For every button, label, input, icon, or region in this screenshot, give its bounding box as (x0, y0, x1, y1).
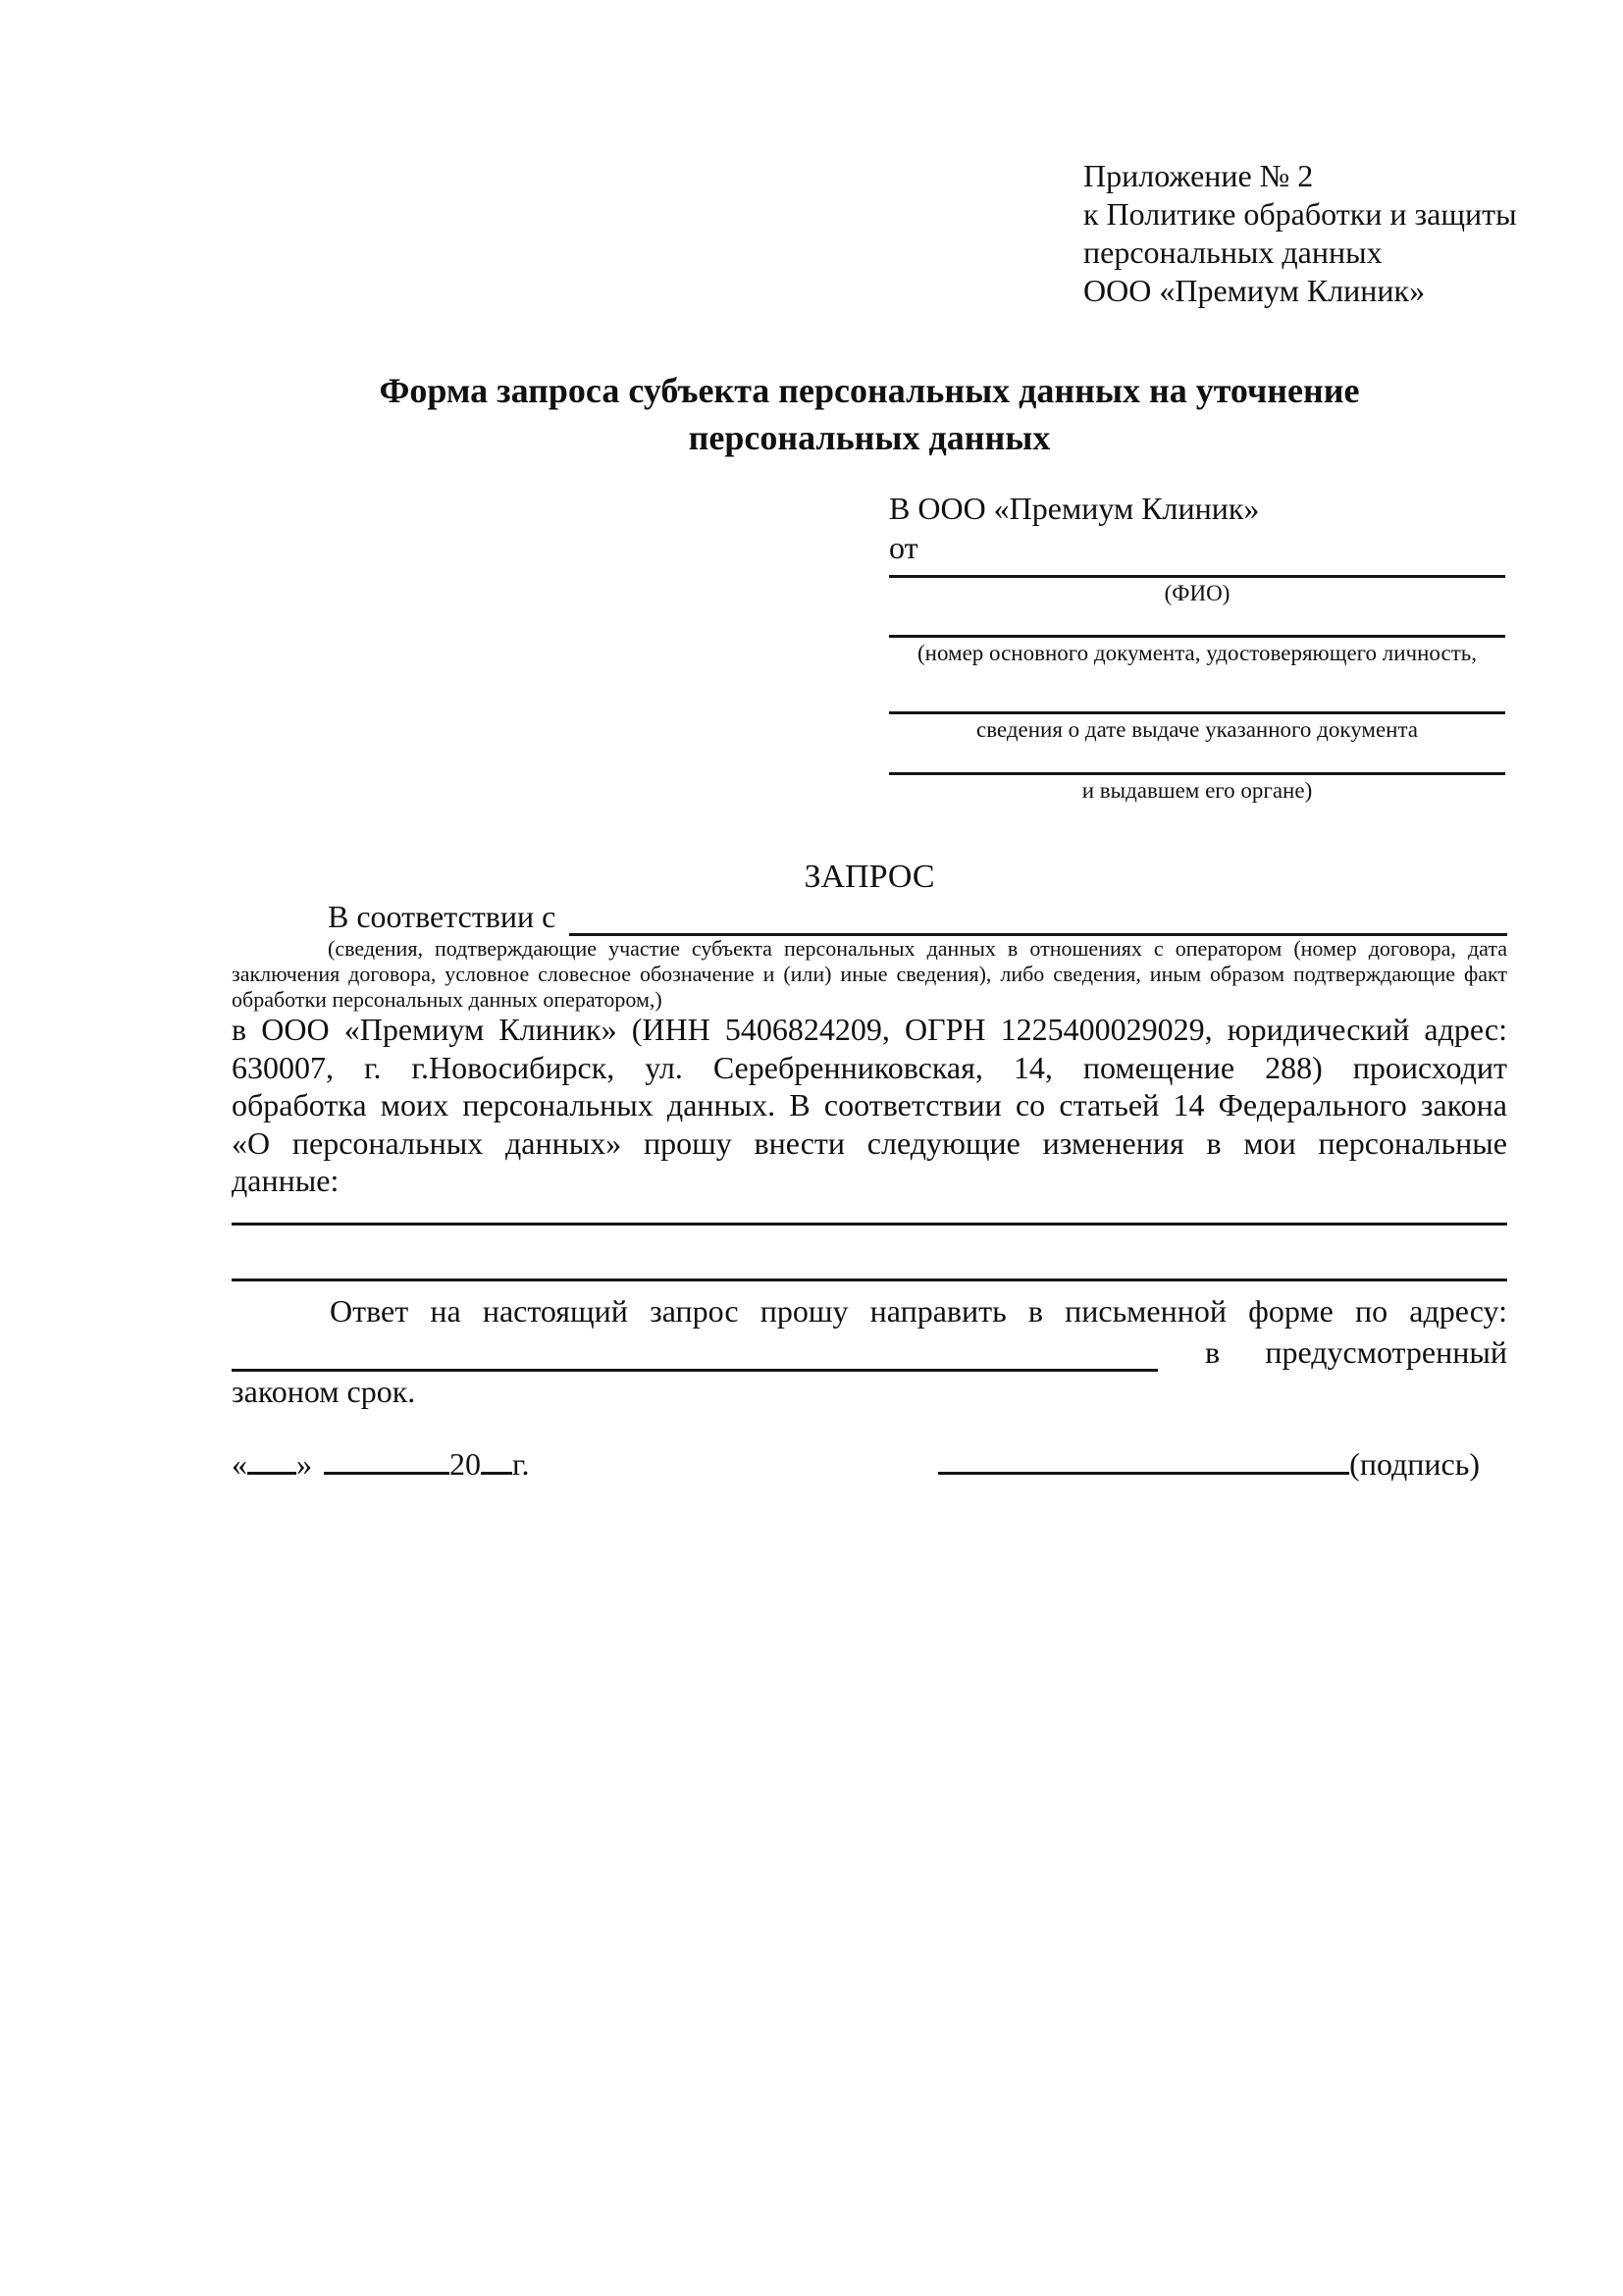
appendix-line-3: персональных данных (1083, 235, 1383, 270)
appendix-line-2: к Политике обработки и защиты (1083, 196, 1517, 232)
fio-blank-field[interactable] (889, 567, 1505, 578)
request-heading: ЗАПРОС (804, 859, 935, 895)
issuing-authority-caption: и выдавшем его органе) (1081, 778, 1313, 803)
reply-address-blank-field[interactable] (232, 1339, 1158, 1372)
body-line-2: 630007, г. г.Новосибирск, ул. Серебренниковская, 14, помещение 288) происходит (232, 1049, 1507, 1085)
appendix-line-1: Приложение № 2 (1083, 158, 1314, 193)
reply-word-predusmotrenny: предусмотренный (1265, 1334, 1507, 1370)
signature-caption: (подпись) (1349, 1446, 1480, 1482)
reply-word-v: в (1205, 1334, 1221, 1370)
footnote-block (232, 936, 1507, 1013)
year-suffix: г. (512, 1446, 530, 1482)
addressee-from-label: от (889, 530, 918, 565)
appendix-block (1083, 157, 1517, 310)
body-line-1: в ООО «Премиум Клиник» (ИНН 5406824209, ОГРН 1225400029029, юридический адрес: (232, 1012, 1507, 1047)
signature-row (232, 1438, 1507, 1485)
title-line-2: персональных данных (688, 418, 1051, 457)
footnote-line-3: обработки персональных данных оператором,) (232, 987, 662, 1012)
footnote-line-2: заключения договора, условное словесное обозначение и (или) иные сведения), либо сведения, иным образом подтверждающие факт (232, 962, 1507, 986)
quote-open: « (232, 1446, 247, 1482)
issue-date-blank-field[interactable] (889, 669, 1505, 714)
addressee-block (889, 489, 1505, 807)
year-blank-field[interactable] (481, 1438, 512, 1475)
body-line-3: обработка моих персональных данных. В соответствии со статьей 14 Федерального закона (232, 1087, 1507, 1122)
reply-line-1: Ответ на настоящий запрос прошу направить в письменной форме по адресу: (330, 1293, 1507, 1329)
body-line-5: данные: (232, 1163, 340, 1198)
intro-row (232, 897, 1507, 936)
basis-blank-field[interactable] (569, 900, 1507, 936)
month-blank-field[interactable] (324, 1438, 449, 1475)
reply-line-3: законом срок. (232, 1374, 416, 1409)
appendix-line-4: ООО «Премиум Клиник» (1083, 273, 1426, 308)
issue-date-caption: сведения о дате выдаче указанного документа (975, 717, 1419, 742)
day-blank-field[interactable] (247, 1438, 296, 1475)
signature-blank-field[interactable] (938, 1438, 1349, 1475)
issuing-authority-blank-field[interactable] (889, 746, 1505, 775)
changes-blank-field-1[interactable] (232, 1189, 1507, 1226)
document-title (232, 367, 1507, 461)
quote-close: » (296, 1446, 312, 1482)
footnote-line-1: (сведения, подтверждающие участие субъекта персональных данных в отношениях с оператором (номер договора, дата (328, 936, 1507, 961)
title-line-1: Форма запроса субъекта персональных данных на уточнение (379, 371, 1360, 410)
date-field (232, 1438, 530, 1485)
document-number-caption: (номер основного документа, удостоверяющего личность, (916, 641, 1477, 665)
reply-paragraph (232, 1291, 1507, 1411)
body-line-4: «О персональных данных» прошу внести следующие изменения в мои персональные (232, 1124, 1507, 1161)
addressee-to: В ООО «Премиум Клиник» (889, 491, 1260, 526)
year-prefix: 20 (449, 1446, 481, 1482)
request-body (232, 1011, 1507, 1200)
changes-blank-field-2[interactable] (232, 1245, 1507, 1281)
fio-caption: (ФИО) (1164, 581, 1230, 605)
document-number-blank-field[interactable] (889, 609, 1505, 638)
signature-field-group (938, 1438, 1480, 1485)
intro-prefix: В соответствии с (328, 899, 556, 934)
reply-line-2 (232, 1331, 1507, 1372)
